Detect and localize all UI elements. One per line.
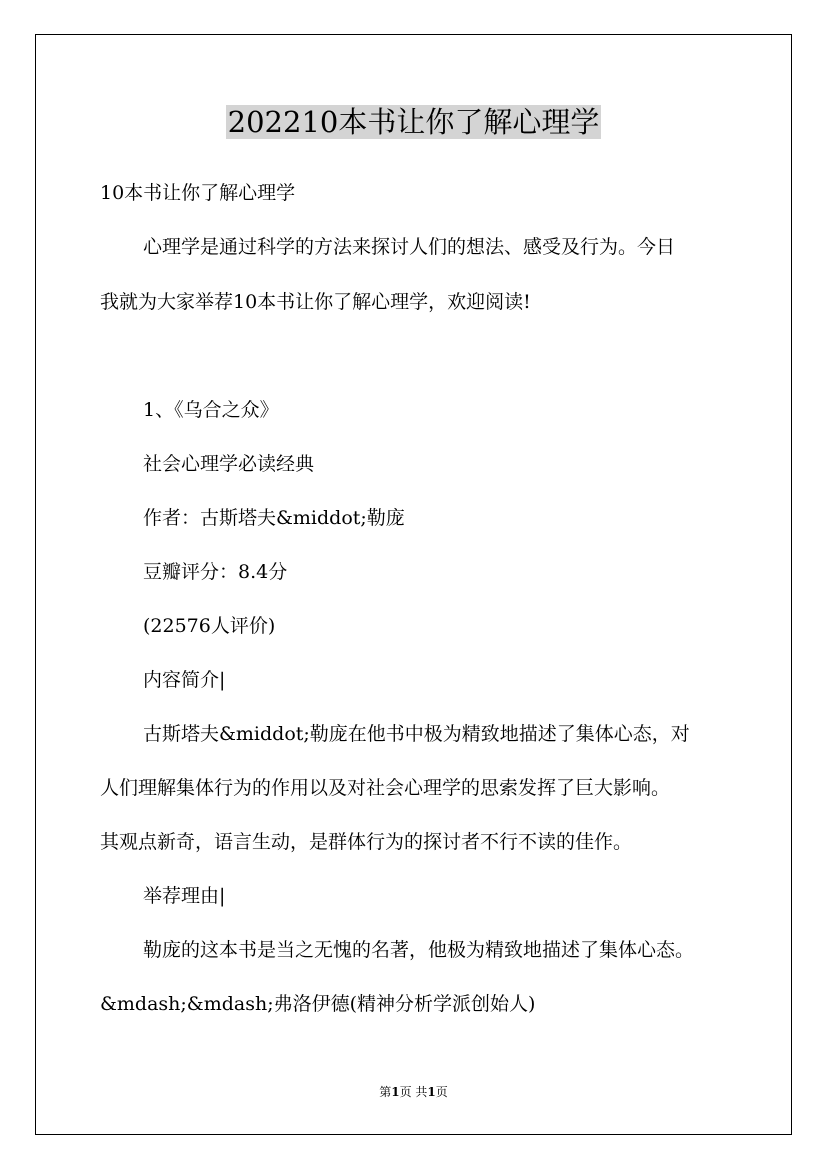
document-title (0, 100, 827, 144)
footer-total-pages: 1 (427, 1085, 436, 1099)
summary-line-1: 古斯塔夫&middot;勒庞在他书中极为精致地描述了集体心态，对 (143, 723, 690, 745)
reason-label: 举荐理由| (143, 885, 226, 907)
subtitle: 10本书让你了解心理学 (100, 182, 296, 204)
footer-page-number: 1 (391, 1085, 400, 1099)
reason-line-2: &mdash;&mdash;弗洛伊德(精神分析学派创始人) (100, 993, 536, 1015)
summary-line-2: 人们理解集体行为的作用以及对社会心理学的思索发挥了巨大影响。 (100, 777, 671, 799)
book-author: 作者：古斯塔夫&middot;勒庞 (143, 507, 405, 529)
summary-label: 内容简介| (143, 669, 226, 691)
reason-line-1: 勒庞的这本书是当之无愧的名著，他极为精致地描述了集体心态。 (143, 939, 695, 961)
book-heading: 1、《乌合之众》 (143, 399, 279, 421)
book-reviews: (22576人评价) (143, 615, 276, 637)
summary-line-3: 其观点新奇，语言生动，是群体行为的探讨者不行不读的佳作。 (100, 831, 633, 853)
page-footer (0, 1083, 827, 1101)
footer-page-suffix: 页 共 (399, 1085, 428, 1099)
intro-line-2: 我就为大家举荐10本书让你了解心理学，欢迎阅读! (100, 291, 531, 313)
footer-page-prefix: 第 (379, 1085, 392, 1099)
intro-line-1: 心理学是通过科学的方法来探讨人们的想法、感受及行为。今日 (143, 236, 676, 258)
footer-total-suffix: 页 (435, 1085, 448, 1099)
book-tagline: 社会心理学必读经典 (143, 453, 315, 475)
title-text: 202210本书让你了解心理学 (227, 105, 600, 139)
book-rating: 豆瓣评分：8.4分 (143, 561, 288, 583)
